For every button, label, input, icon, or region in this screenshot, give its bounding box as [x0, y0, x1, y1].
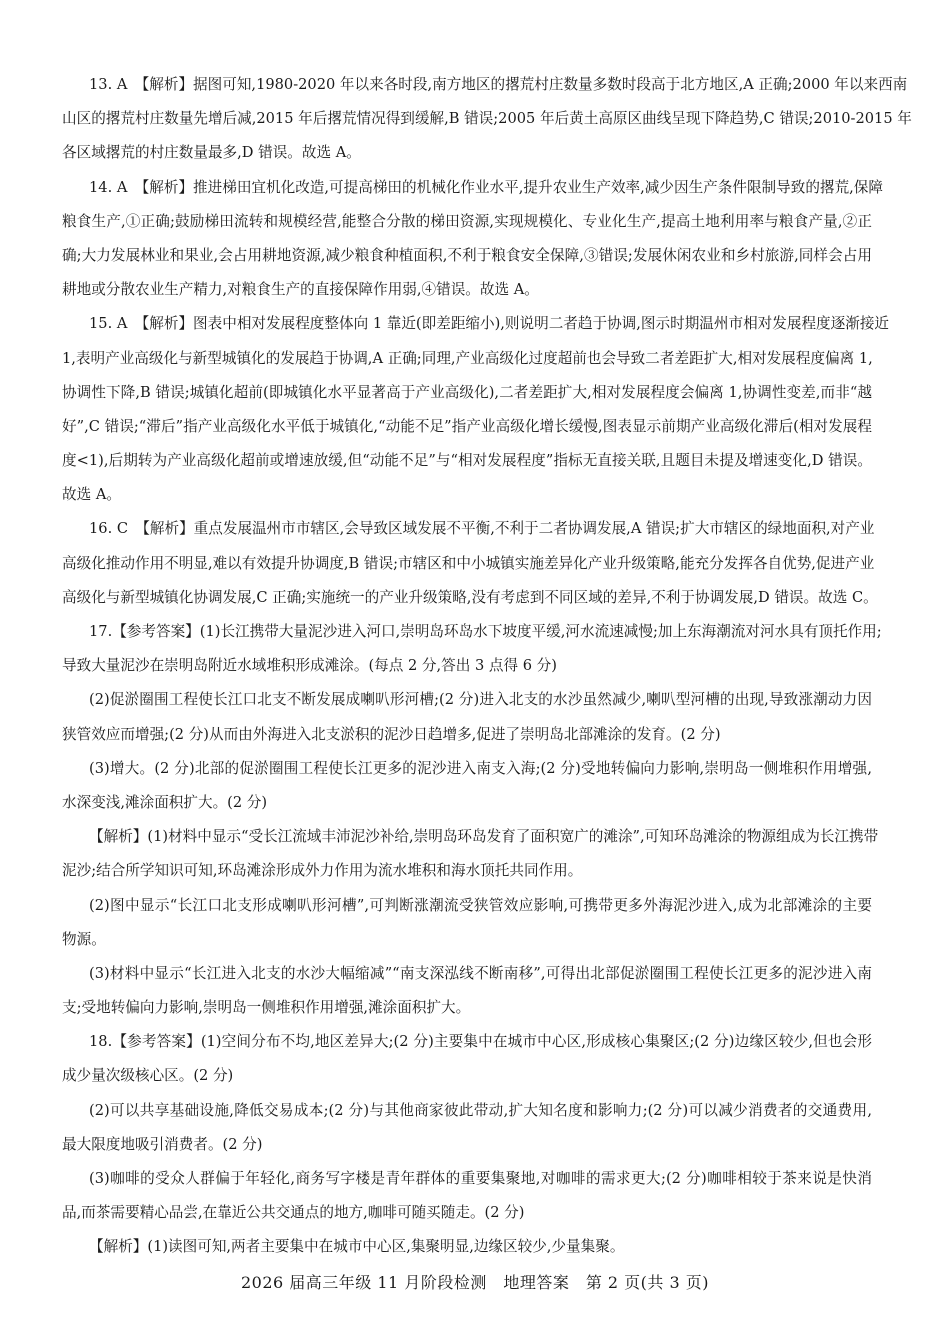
text-line: 最大限度地吸引消费者。(2 分) [62, 1135, 263, 1153]
page-footer: 2026 届高三年级 11 月阶段检测 地理答案 第 2 页(共 3 页) [240, 1273, 710, 1292]
text-line: 14. A 【解析】推进梯田宜机化改造,可提高梯田的机械化作业水平,提升农业生产效率,减少因生产条件限制导致的撂荒,保障 [89, 178, 883, 196]
text-line: 16. C 【解析】重点发展温州市市辖区,会导致区域发展不平衡,不利于二者协调发展,A 错误;扩大市辖区的绿地面积,对产业 [89, 520, 875, 538]
paragraph-q17-analysis-3 [62, 957, 872, 1025]
text-line: 支;受地转偏向力影响,崇明岛一侧堆积作用增强,滩涂面积扩大。 [62, 999, 471, 1017]
paragraph-q17-answer-2 [62, 683, 872, 751]
paragraph-q18-answer-1 [62, 1025, 872, 1093]
text-line: 导致大量泥沙在崇明岛附近水域堆积形成滩涂。(每点 2 分,答出 3 点得 6 分) [62, 657, 557, 675]
text-line: 品,而茶需要精心品尝,在靠近公共交通点的地方,咖啡可随买随走。(2 分) [62, 1204, 525, 1222]
text-line: 高级化推动作用不明显,难以有效提升协调度,B 错误;市辖区和中小城镇实施差异化产业升级策略,能充分发挥各自优势,促进产业 [62, 554, 875, 572]
text-line: 耕地或分散农业生产精力,对粮食生产的直接保障作用弱,④错误。故选 A。 [62, 281, 539, 299]
paragraph-q18-analysis-1 [62, 1230, 872, 1264]
text-line: 物源。 [62, 930, 106, 948]
text-line: 18.【参考答案】(1)空间分布不均,地区差异大;(2 分)主要集中在城市中心区,形成核心集聚区;(2 分)边缘区较少,但也会形 [89, 1033, 872, 1051]
text-line: 故选 A。 [62, 486, 121, 504]
paragraph-q17-answer-3 [62, 752, 872, 820]
text-line: (3)增大。(2 分)北部的促淤圈围工程使长江更多的泥沙进入南支入海;(2 分)受地转偏向力影响,崇明岛一侧堆积作用增强, [89, 759, 872, 777]
text-line: 度<1),后期转为产业高级化超前或增速放缓,但“动能不足”与“相对发展程度”指标无直接关联,且题目未提及增速变化,D 错误。 [62, 452, 872, 470]
paragraph-q14 [62, 171, 883, 308]
paragraph-q18-answer-3 [62, 1162, 872, 1230]
text-line: 1,表明产业高级化与新型城镇化的发展趋于协调,A 正确;同理,产业高级化过度超前也会导致二者差距扩大,相对发展程度偏离 1, [62, 349, 873, 367]
text-line: 确;大力发展林业和果业,会占用耕地资源,减少粮食种植面积,不利于粮食安全保障,③错误;发展休闲农业和乡村旅游,同样会占用 [62, 246, 872, 264]
text-line: 好”,C 错误;“滞后”指产业高级化水平低于城镇化,“动能不足”指产业高级化增长缓慢,图表显示前期产业高级化滞后(相对发展程 [62, 417, 872, 435]
text-line: 各区域撂荒的村庄数量最多,D 错误。故选 A。 [62, 144, 361, 162]
text-line: (3)材料中显示“长江进入北支的水沙大幅缩减”“南支深泓线不断南移”,可得出北部促淤圈围工程使长江更多的泥沙进入南 [89, 964, 872, 982]
text-line: 水深变浅,滩涂面积扩大。(2 分) [62, 793, 268, 811]
text-line: 泥沙;结合所学知识可知,环岛滩涂形成外力作用为流水堆积和海水顶托共同作用。 [62, 862, 583, 880]
text-line: 狭管效应而增强;(2 分)从而由外海进入北支淤积的泥沙日趋增多,促进了崇明岛北部滩涂的发育。(2 分) [62, 725, 721, 743]
paragraph-q17-analysis-2 [62, 889, 872, 957]
text-line: (3)咖啡的受众人群偏于年轻化,商务写字楼是青年群体的重要集聚地,对咖啡的需求更大;(2 分)咖啡相较于茶来说是快消 [89, 1170, 872, 1187]
text-line: 协调性下降,B 错误;城镇化超前(即城镇化水平显著高于产业高级化),二者差距扩大,相对发展程度会偏离 1,协调性变差,而非“越 [62, 383, 872, 401]
text-line: 山区的撂荒村庄数量先增后减,2015 年后撂荒情况得到缓解,B 错误;2005 年后黄土高原区曲线呈现下降趋势,C 错误;2010-2015 年 [62, 110, 912, 128]
text-line: (2)促淤圈围工程使长江口北支不断发展成喇叭形河槽;(2 分)进入北支的水沙虽然减少,喇叭型河槽的出现,导致涨潮动力因 [89, 691, 872, 709]
text-line: 15. A 【解析】图表中相对发展程度整体向 1 靠近(即差距缩小),则说明二者趋于协调,图示时期温州市相对发展程度逐渐接近 [89, 315, 890, 333]
paragraph-q16 [62, 512, 878, 615]
text-line: 【解析】(1)读图可知,两者主要集中在城市中心区,集聚明显,边缘区较少,少量集聚。 [89, 1238, 625, 1256]
text-line: 成少量次级核心区。(2 分) [62, 1067, 234, 1085]
text-line: 13. A 【解析】据图可知,1980-2020 年以来各时段,南方地区的撂荒村庄数量多数时段高于北方地区,A 正确;2000 年以来西南 [89, 76, 908, 93]
text-line: 17.【参考答案】(1)长江携带大量泥沙进入河口,崇明岛环岛水下坡度平缓,河水流速减慢;加上东海潮流对河水具有顶托作用; [89, 623, 882, 640]
text-line: (2)可以共享基础设施,降低交易成本;(2 分)与其他商家彼此带动,扩大知名度和影响力;(2 分)可以减少消费者的交通费用, [89, 1101, 872, 1119]
paragraph-q18-answer-2 [62, 1094, 872, 1162]
paragraph-q17-analysis-1 [62, 820, 879, 888]
text-line: 高级化与新型城镇化协调发展,C 正确;实施统一的产业升级策略,没有考虑到不同区域的差异,不利于协调发展,D 错误。故选 C。 [62, 588, 878, 606]
text-line: 粮食生产,①正确;鼓励梯田流转和规模经营,能整合分散的梯田资源,实现规模化、专业化生产,提高土地利用率与粮食产量,②正 [62, 212, 872, 230]
paragraph-q13 [62, 68, 912, 171]
paragraph-q15 [62, 307, 890, 512]
paragraph-q17-answer-1 [62, 615, 882, 683]
answer-content [62, 68, 912, 1265]
text-line: 【解析】(1)材料中显示“受长江流域丰沛泥沙补给,崇明岛环岛发育了面积宽广的滩涂”,可知环岛滩涂的物源组成为长江携带 [89, 828, 879, 846]
text-line: (2)图中显示“长江口北支形成喇叭形河槽”,可判断涨潮流受狭管效应影响,可携带更多外海泥沙进入,成为北部滩涂的主要 [89, 896, 872, 914]
